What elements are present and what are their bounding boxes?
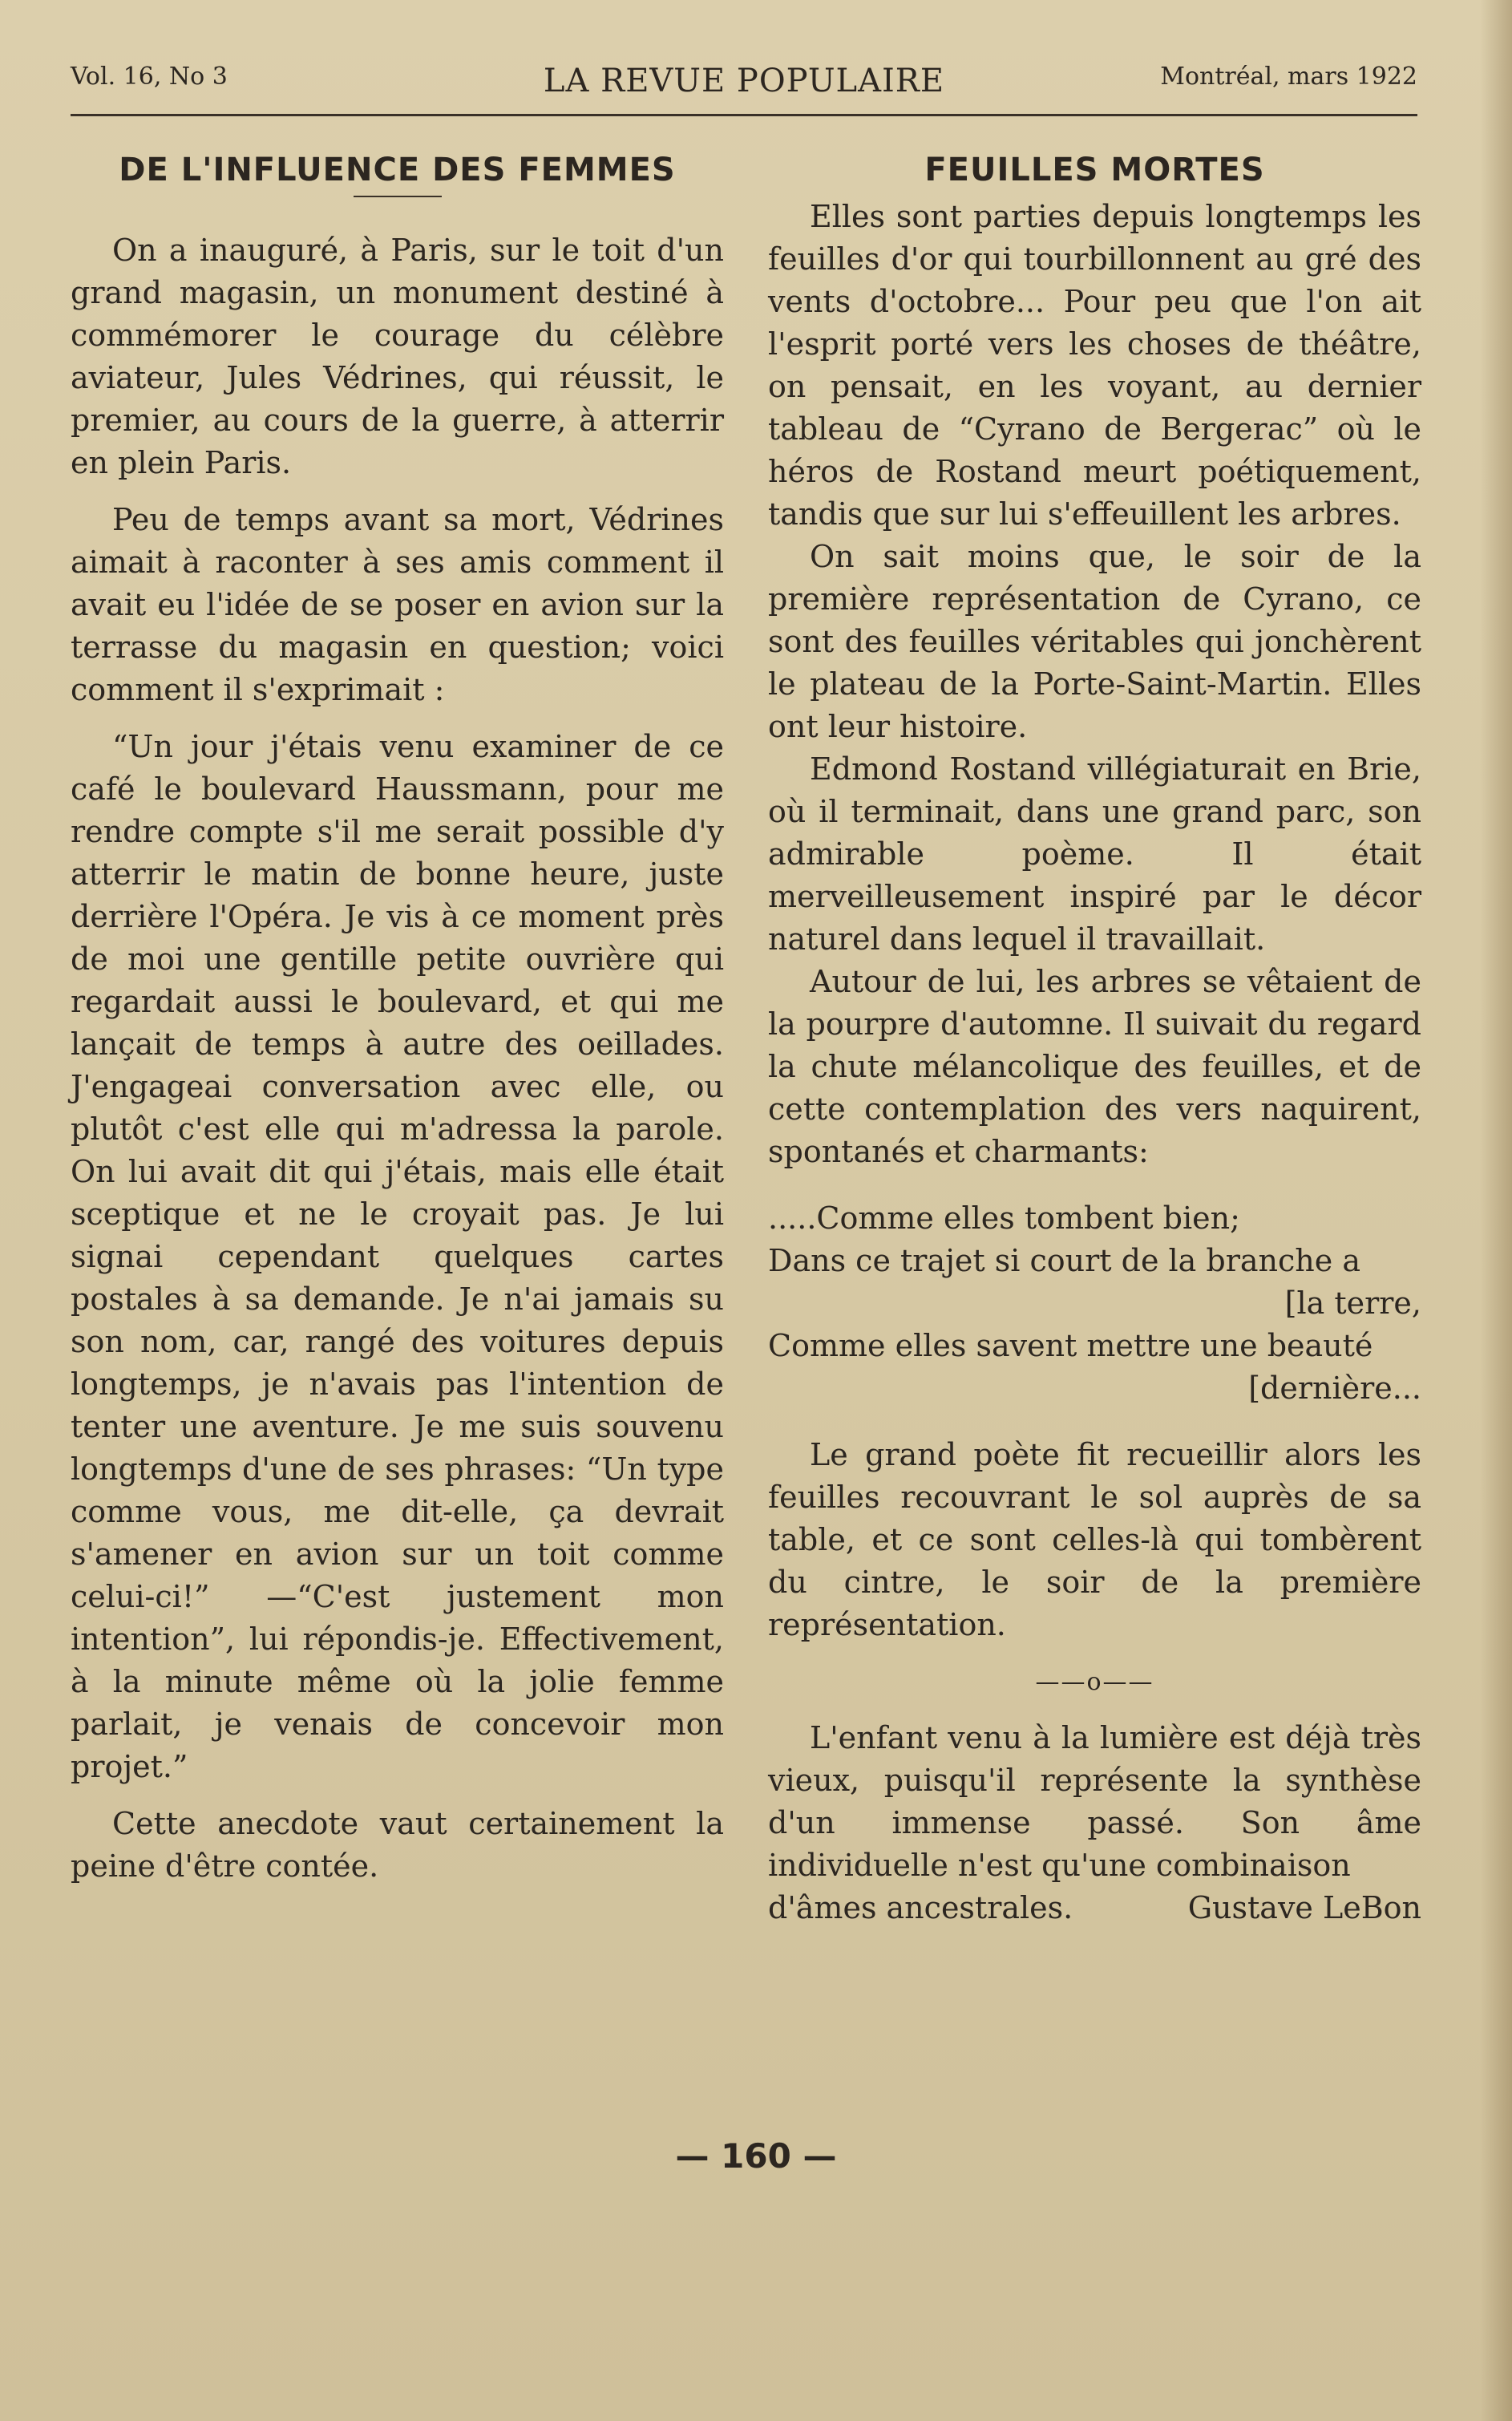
section-separator: ——o—— [1035,1667,1154,1696]
page-number: — 160 — [675,2136,837,2176]
magazine-title: LA REVUE POPULAIRE [543,63,945,99]
left-article-title: DE L'INFLUENCE DES FEMMES [119,152,676,188]
title-rule [354,196,442,229]
paragraph: Elles sont parties depuis longtemps les feuilles d'or qui tourbillonnent au gré des vents d'octobre... Pour peu que l'on ait l'esprit porté vers les choses de théâtre, on pensait, en les voyant, au dernier tableau de “Cyrano de Bergerac” où le héros de Rostand meurt poétiquement, tandis que sur lui s'effeuillent les arbres. [768,199,1421,532]
poem-excerpt [768,1197,1421,1410]
paragraph: On a inauguré, à Paris, sur le toit d'un grand magasin, un monument destiné à commémorer le courage du célèbre aviateur, Jules Védrines, qui réussit, le premier, au cours de la guerre, à atterrir en plein Paris. [71,233,724,480]
poem-line-continuation: [la terre, [1284,1285,1421,1321]
paragraph: On sait moins que, le soir de la première représentation de Cyrano, ce sont des feuilles véritables qui jonchèrent le plateau de la Porte-Saint-Martin. Elles ont leur histoire. [768,539,1421,744]
right-article-title: FEUILLES MORTES [924,152,1265,188]
poem-line: Comme elles savent mettre une beauté [768,1328,1373,1363]
volume-number: Vol. 16, No 3 [71,63,228,91]
paragraph: Cette anecdote vaut certainement la peine d'être contée. [71,1806,724,1884]
right-column [768,144,1421,1929]
quote-attribution-line [768,1887,1421,1929]
paragraph: Le grand poète fit recueillir alors les feuilles recouvrant le sol auprès de sa table, et ce sont celles-là qui tombèrent du cintre, le soir de la première représentation. [768,1437,1421,1642]
header-rule [71,114,1417,116]
quote-end: d'âmes ancestrales. [768,1890,1073,1925]
issue-date: Montréal, mars 1922 [1160,63,1417,91]
quote-author: Gustave LeBon [1187,1890,1421,1925]
left-column [71,144,724,1888]
poem-line: .....Comme elles tombent bien; [768,1200,1240,1236]
poem-line: Dans ce trajet si court de la branche a [768,1243,1360,1278]
paragraph: Peu de temps avant sa mort, Védrines aimait à raconter à ses amis comment il avait eu l'idée de se poser en avion sur la terrasse du magasin en question; voici comment il s'exprimait : [71,502,724,707]
running-header [71,63,1417,103]
page-edge-shadow [1480,0,1512,2421]
paragraph: Autour de lui, les arbres se vêtaient de la pourpre d'automne. Il suivait du regard la chute mélancolique des feuilles, et de cette contemplation des vers naquirent, spontanés et charmants: [768,964,1421,1169]
paragraph: Edmond Rostand villégiaturait en Brie, où il terminait, dans une grand parc, son admirable poème. Il était merveilleusement inspiré par le décor naturel dans lequel il travaillait. [768,751,1421,957]
poem-line-continuation: [dernière... [1248,1370,1421,1406]
quoted-paragraph: “Un jour j'étais venu examiner de ce café le boulevard Haussmann, pour me rendre compte s'il me serait possible d'y atterrir le matin de bonne heure, juste derrière l'Opéra. Je vis à ce moment près de moi une gentille petite ouvrière qui regardait aussi le boulevard, et qui me lançait de temps à autre des oeillades. J'engageai conversation avec elle, ou plutôt c'est elle qui m'adressa la parole. On lui avait dit qui j'étais, mais elle était sceptique et ne le croyait pas. Je lui signai cependant quelques cartes postales à sa demande. Je n'ai jamais su son nom, car, rangé des voitures depuis longtemps, je n'avais pas l'intention de tenter une aventure. Je me suis souvenu longtemps d'une de ses phrases: “Un type comme vous, me dit-elle, ça devrait s'amener en avion sur un toit comme celui-ci!” —“C'est justement mon intention”, lui répondis-je. Effectivement, à la minute même où la jolie femme parlait, je venais de concevoir mon projet.” [71,729,724,1784]
quote-paragraph: L'enfant venu à la lumière est déjà très vieux, puisqu'il représente la synthèse d'un immense passé. Son âme individuelle n'est qu'une combinaison [768,1720,1421,1883]
